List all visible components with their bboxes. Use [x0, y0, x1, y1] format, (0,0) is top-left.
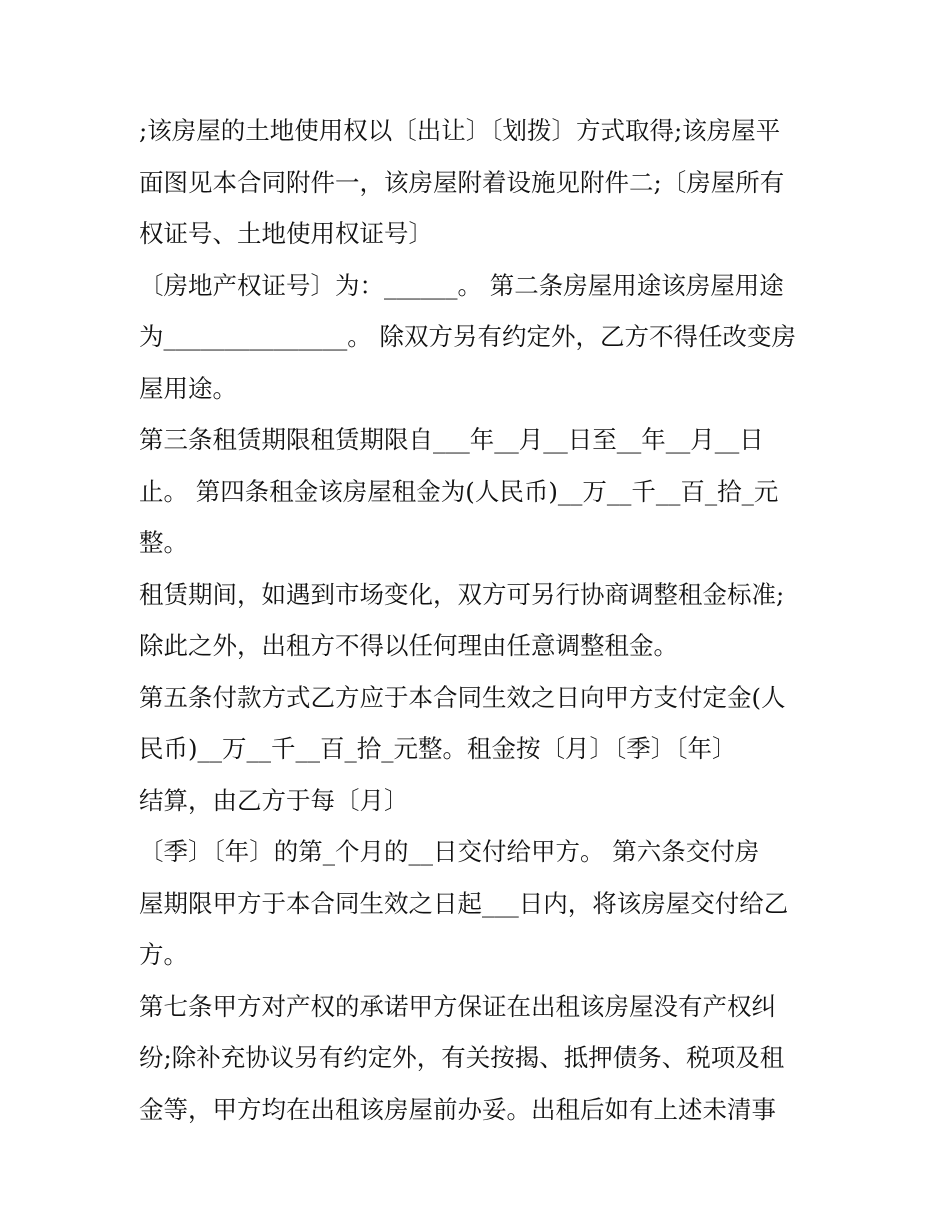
- text-line: 权证号、土地使用权证号〕: [139, 219, 433, 248]
- text-line: 屋期限甲方于本合同生效之日起___日内，将该房屋交付给乙: [139, 888, 789, 918]
- text-line: 除此之外，出租方不得以任何理由任意调整租金。: [139, 631, 678, 660]
- text-line: 整。: [139, 528, 188, 557]
- text-line: 面图见本合同附件一，该房屋附着设施见附件二;〔房屋所有: [139, 167, 785, 197]
- text-line: 金等，甲方均在出租该房屋前办妥。出租后如有上述未清事: [139, 1094, 776, 1124]
- text-line: 〔房地产权证号〕为：______。 第二条房屋用途该房屋用途: [139, 270, 784, 300]
- text-line: 方。: [139, 940, 188, 969]
- text-line: 纷;除补充协议另有约定外，有关按揭、抵押债务、税项及租: [139, 1043, 785, 1072]
- text-line: 为_______________。 除双方另有约定外，乙方不得任改变房: [139, 322, 797, 351]
- text-line: ;该房屋的土地使用权以〔出让〕〔划拨〕方式取得;该房屋平: [139, 116, 781, 145]
- text-line: 止。 第四条租金该房屋租金为(人民币)__万__千__百_拾_元: [139, 476, 779, 506]
- text-line: 租赁期间，如遇到市场变化，双方可另行协商调整租金标准;: [139, 579, 785, 609]
- text-line: 结算，由乙方于每〔月〕: [139, 785, 409, 815]
- text-line: 第五条付款方式乙方应于本合同生效之日向甲方支付定金(人: [139, 682, 786, 712]
- text-line: 第三条租赁期限租赁期限自___年__月__日至__年__月__日: [139, 425, 764, 454]
- text-line: 第七条甲方对产权的承诺甲方保证在出租该房屋没有产权纠: [139, 991, 776, 1021]
- text-line: 〔季〕〔年〕的第_个月的__日交付给甲方。 第六条交付房: [139, 837, 760, 866]
- text-line: 屋用途。: [139, 373, 237, 403]
- contract-text-body: [139, 105, 811, 1135]
- text-line: 民币)__万__千__百_拾_元整。租金按〔月〕〔季〕〔年〕: [139, 734, 737, 763]
